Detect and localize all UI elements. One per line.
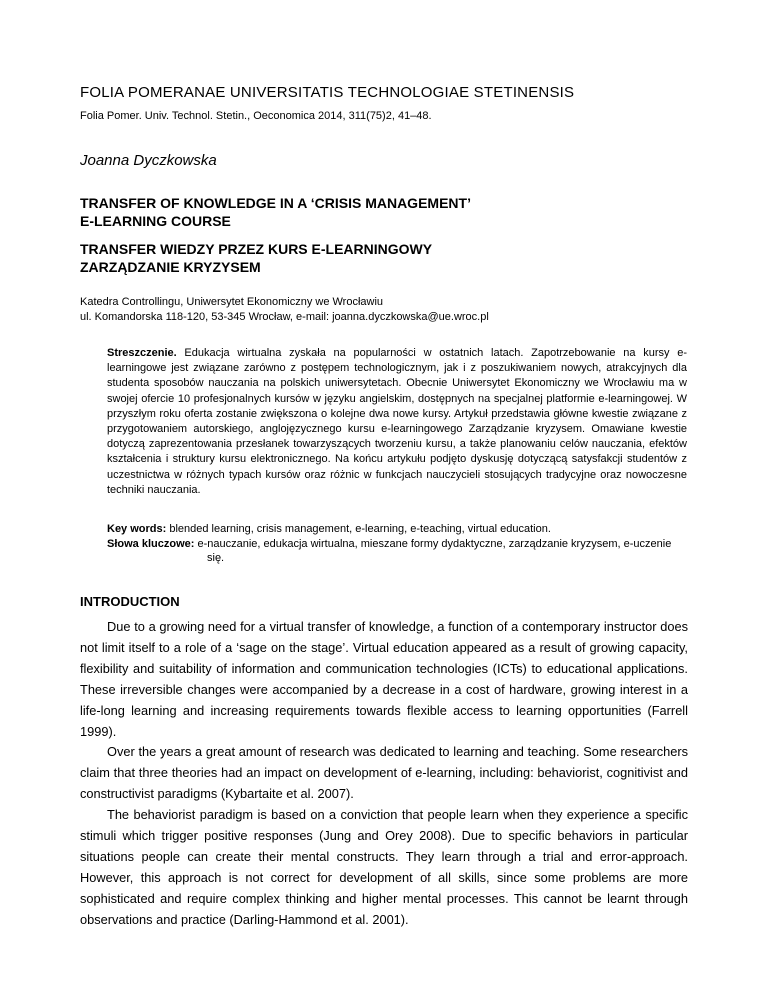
section-heading: INTRODUCTION (80, 594, 180, 609)
keywords-english-text: blended learning, crisis management, e-learning, e-teaching, virtual education. (166, 523, 551, 535)
affiliation-department: Katedra Controllingu, Uniwersytet Ekonomiczny we Wrocławiu (80, 296, 384, 308)
affiliation (80, 295, 489, 324)
paragraph: Due to a growing need for a virtual transfer of knowledge, a function of a contemporary instructor does not limit itself to a role of a ‘sage on the stage’. Virtual education appeared as a result of growing capacity, flexibility and suitability of information and communication technologies (ICTs) to educational applications. These irreversible changes were accompanied by a decrease in a cost of hardware, growing interest in a life-long learning and increasing requirements towards flexible access to learning opportunities (Farrell 1999). (80, 619, 688, 739)
title-english-line-1: TRANSFER OF KNOWLEDGE IN A ‘CRISIS MANAGEMENT’ (80, 195, 471, 211)
author-name: Joanna Dyczkowska (80, 152, 217, 169)
title-polish (80, 240, 640, 276)
title-english (80, 194, 640, 230)
abstract-label: Streszczenie. (107, 347, 177, 359)
title-polish-line-2: ZARZĄDZANIE KRYZYSEM (80, 259, 261, 275)
paragraph: Over the years a great amount of research was dedicated to learning and teaching. Some researchers claim that three theories had an impact on development of e-learning, including: behaviorist, cognitivist and constructivist paradigms (Kybartaite et al. 2007). (80, 744, 688, 802)
keywords-polish-text: e-nauczanie, edukacja wirtualna, mieszane formy dydaktyczne, zarządzanie kryzysem, e-uczenie się. (194, 537, 672, 564)
introduction-body (80, 617, 688, 931)
keywords-english-label: Key words: (107, 523, 167, 535)
keywords-block (107, 522, 687, 566)
journal-citation: Folia Pomer. Univ. Technol. Stetin., Oeconomica 2014, 311(75)2, 41–48. (80, 110, 432, 122)
abstract-text: Edukacja wirtualna zyskała na popularności w ostatnich latach. Zapotrzebowanie na kursy e-learningowe jest związane zarówno z postępem technologicznym, jak i z poszukiwaniem nowych, atrakcyjnych dla studenta sposobów nauczania na polskich uniwersytetach. Obecnie Uniwersytet Ekonomiczny we Wrocławiu ma w swojej ofercie 10 profesjonalnych kursów w języku angielskim, dostępnych na specjalnej platformie e-learningowej. W przyszłym roku oferta zostanie zwiększona o kolejne dwa nowe kursy. Artykuł przedstawia główne kwestie związane z przygotowaniem autorskiego, anglojęzycznego kursu e-learningowego Zarządzanie kryzysem. Omawiane kwestie dotyczą zaprezentowania przesłanek towarzyszących tworzeniu kursu, a także planowaniu celów nauczania, efektów kształcenia i struktury kursu elektronicznego. Na końcu artykułu podjęto dyskusję dotyczącą satysfakcji studentów z uczestnictwa w różnych typach kursów oraz różnic w funkcjach nauczycieli stosujących tradycyjne oraz nowoczesne techniki nauczania. (107, 347, 687, 496)
title-polish-line-1: TRANSFER WIEDZY PRZEZ KURS E-LEARNINGOWY (80, 241, 433, 257)
affiliation-address: ul. Komandorska 118-120, 53-345 Wrocław, e-mail: joanna.dyczkowska@ue.wroc.pl (80, 310, 489, 323)
keywords-polish (107, 537, 687, 566)
journal-name: FOLIA POMERANAE UNIVERSITATIS TECHNOLOGIAE STETINENSIS (80, 84, 575, 101)
keywords-english (107, 522, 687, 537)
keywords-polish-label: Słowa kluczowe: (107, 537, 195, 550)
abstract (107, 346, 687, 498)
title-english-line-2: E-LEARNING COURSE (80, 213, 231, 229)
paragraph: The behaviorist paradigm is based on a conviction that people learn when they experience a specific stimuli which trigger positive responses (Jung and Orey 2008). Due to specific behaviors in particular situations people can create their mental constructs. They learn through a trial and error-approach. However, this approach is not correct for development of all skills, since some problems are more sophisticated and require complex thinking and higher mental processes. This cannot be learnt through observations and practice (Darling-Hammond et al. 2001). (80, 807, 688, 927)
